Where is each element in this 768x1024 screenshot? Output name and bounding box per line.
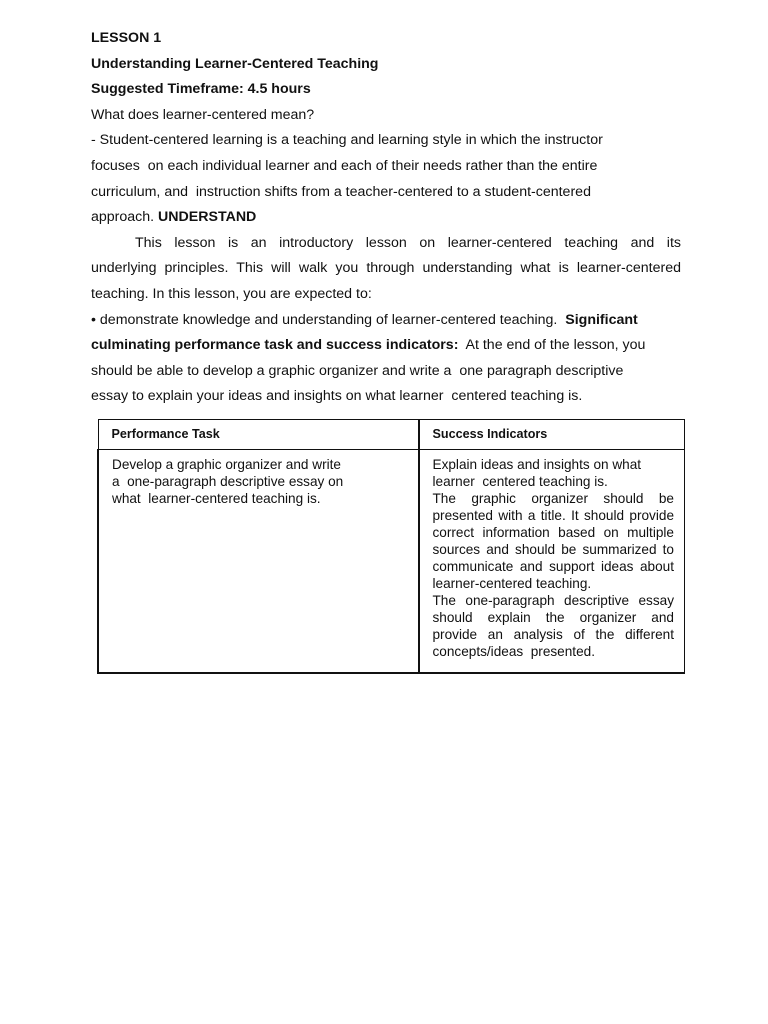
lesson-timeframe: Suggested Timeframe: 4.5 hours: [91, 81, 311, 98]
cell-text-line: The one-paragraph descriptive essay: [432, 593, 674, 608]
understand-label: UNDERSTAND: [158, 209, 257, 226]
significant-label: Significant: [565, 311, 638, 328]
cell-text-line: should explain the organizer and: [432, 610, 674, 625]
culminating-line: [91, 333, 681, 359]
definition-line: - Student-centered learning is a teaching and learning style in which the instructor: [91, 132, 603, 149]
cell-text-line: communicate and support ideas about: [432, 559, 674, 574]
objective-bullet: [91, 308, 681, 334]
definition-line-last: [91, 205, 681, 231]
cell-text-line: Develop a graphic organizer and write: [112, 457, 341, 472]
cell-text-line: a one-paragraph descriptive essay on: [112, 474, 344, 489]
lesson-question: What does learner-centered mean?: [91, 106, 315, 123]
definition-line: focuses on each individual learner and each of their needs rather than the entire: [91, 157, 598, 174]
intro-line: teaching. In this lesson, you are expected to:: [91, 285, 372, 302]
cell-text-line: correct information based on multiple: [432, 525, 674, 540]
culminating-label: culminating performance task and success indicators:: [91, 337, 459, 354]
culminating-rest: At the end of the lesson, you: [458, 337, 646, 354]
cell-text-line: concepts/ideas presented.: [432, 644, 595, 659]
cell-text-line: provide an analysis of the different: [432, 627, 674, 642]
closing-line: essay to explain your ideas and insights on what learner centered teaching is.: [91, 388, 583, 405]
header-performance-task: Performance Task: [98, 420, 419, 450]
success-indicators-cell: [419, 450, 685, 674]
table-row: [98, 450, 685, 674]
lesson-number: LESSON 1: [91, 30, 162, 46]
bullet-text: • demonstrate knowledge and understanding of learner-centered teaching.: [91, 311, 566, 328]
table-header-row: [98, 420, 685, 450]
cell-text-line: The graphic organizer should be: [432, 491, 674, 506]
performance-task-table: [97, 419, 685, 674]
lesson-title: Understanding Learner-Centered Teaching: [91, 55, 379, 72]
cell-text-line: learner-centered teaching.: [432, 576, 592, 591]
cell-text-line: what learner-centered teaching is.: [112, 491, 321, 506]
lesson-document: [91, 26, 681, 410]
cell-text-line: Explain ideas and insights on what: [432, 457, 642, 472]
cell-text-line: sources and should be summarized to: [432, 542, 674, 557]
cell-text-line: presented with a title. It should provide: [432, 508, 674, 523]
cell-text-line: learner centered teaching is.: [432, 474, 608, 489]
definition-text: approach.: [91, 209, 159, 226]
intro-line: This lesson is an introductory lesson on learner-centered teaching and its: [135, 234, 681, 251]
performance-task-cell: [98, 450, 419, 674]
definition-line: curriculum, and instruction shifts from a teacher-centered to a student-centered: [91, 183, 591, 200]
header-success-indicators: Success Indicators: [419, 420, 685, 450]
closing-line: should be able to develop a graphic organizer and write a one paragraph descriptive: [91, 362, 624, 379]
intro-line: underlying principles. This will walk you through understanding what is learner-centered: [91, 260, 681, 277]
